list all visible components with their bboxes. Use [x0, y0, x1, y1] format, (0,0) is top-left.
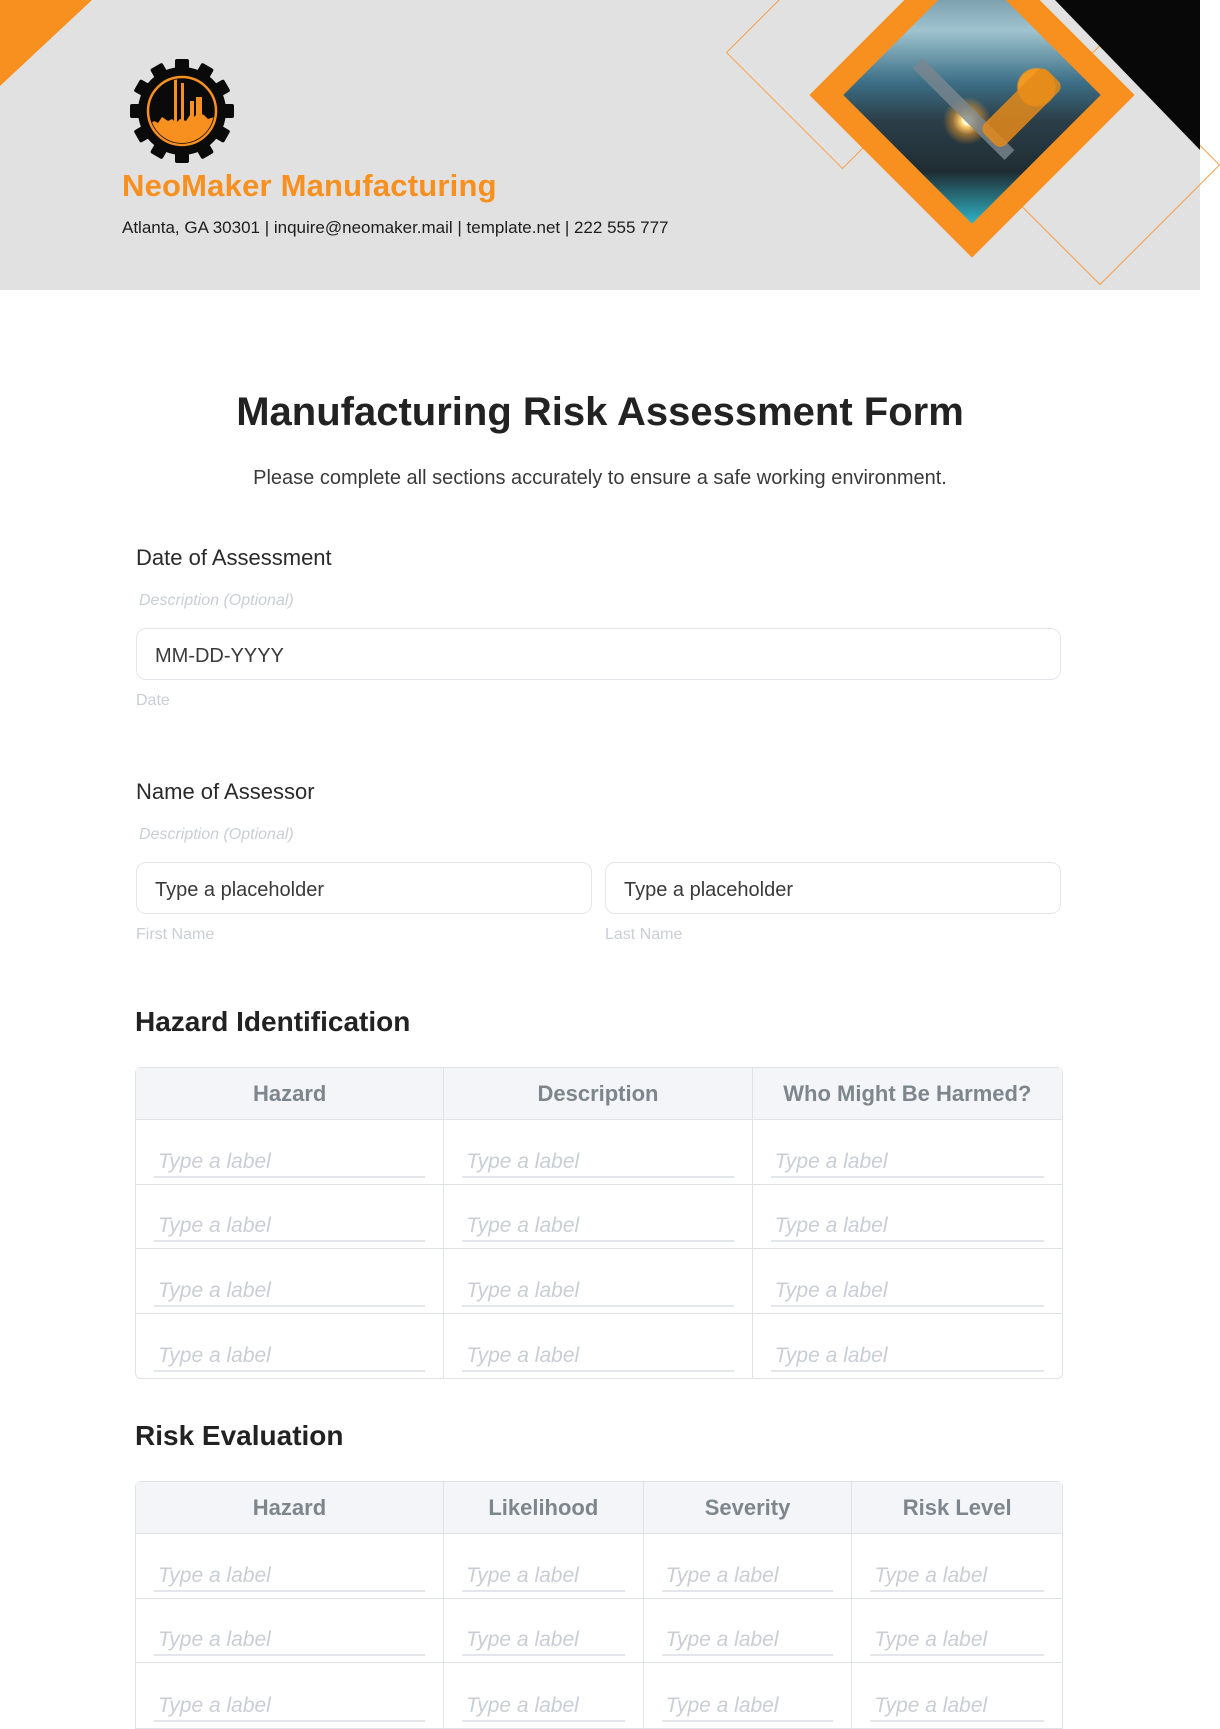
- table-cell: [644, 1534, 853, 1599]
- cell-input[interactable]: Type a label: [771, 1344, 1044, 1372]
- table-cell: [753, 1120, 1062, 1185]
- cell-input[interactable]: Type a label: [154, 1279, 425, 1307]
- cell-input[interactable]: Type a label: [462, 1279, 733, 1307]
- letterhead-banner: [0, 0, 1200, 290]
- table-cell: [852, 1534, 1062, 1599]
- column-header-likelihood: Likelihood: [444, 1482, 644, 1534]
- table-cell: [753, 1185, 1062, 1250]
- date-input-value: MM-DD-YYYY: [155, 645, 284, 667]
- risk-evaluation-table: [135, 1481, 1063, 1729]
- table-cell: [852, 1663, 1062, 1728]
- cell-input[interactable]: Type a label: [154, 1214, 425, 1242]
- risk-evaluation-title: Risk Evaluation: [135, 1420, 344, 1451]
- table-cell: [644, 1599, 853, 1664]
- cell-input[interactable]: Type a label: [154, 1564, 425, 1592]
- column-header-risk-level: Risk Level: [852, 1482, 1062, 1534]
- cell-input[interactable]: Type a label: [154, 1344, 425, 1372]
- date-field-label: Date of Assessment: [136, 545, 332, 570]
- cell-input[interactable]: Type a label: [771, 1214, 1044, 1242]
- table-cell: [136, 1120, 444, 1185]
- table-row: [136, 1249, 1062, 1314]
- orange-corner-triangle: [0, 0, 92, 86]
- date-input[interactable]: [136, 628, 1061, 680]
- column-header-severity: Severity: [644, 1482, 853, 1534]
- cell-input[interactable]: Type a label: [462, 1628, 625, 1656]
- last-name-placeholder: Type a placeholder: [624, 879, 794, 901]
- table-cell: [136, 1534, 444, 1599]
- table-header-row: [136, 1068, 1062, 1120]
- column-header-hazard: Hazard: [136, 1482, 444, 1534]
- cell-input[interactable]: Type a label: [462, 1694, 625, 1722]
- column-header-description: Description: [444, 1068, 752, 1120]
- company-contact-info: Atlanta, GA 30301 | inquire@neomaker.mail | template.net | 222 555 777: [122, 218, 669, 237]
- table-cell: [136, 1314, 444, 1379]
- table-cell: [444, 1185, 752, 1250]
- cell-input[interactable]: Type a label: [154, 1628, 425, 1656]
- table-cell: [136, 1249, 444, 1314]
- cell-input[interactable]: Type a label: [662, 1628, 834, 1656]
- form-subtitle: Please complete all sections accurately to ensure a safe working environment.: [253, 467, 947, 489]
- gear-factory-logo-icon: [128, 57, 236, 165]
- table-row: [136, 1663, 1062, 1728]
- table-row: [136, 1185, 1062, 1250]
- table-row: [136, 1314, 1062, 1379]
- table-cell: [753, 1249, 1062, 1314]
- cell-input[interactable]: Type a label: [462, 1150, 733, 1178]
- table-cell: [136, 1185, 444, 1250]
- table-cell: [753, 1314, 1062, 1379]
- first-name-input[interactable]: [136, 862, 592, 914]
- table-cell: [136, 1663, 444, 1728]
- table-row: [136, 1120, 1062, 1185]
- hazard-identification-title: Hazard Identification: [135, 1006, 411, 1037]
- cell-input[interactable]: Type a label: [462, 1214, 733, 1242]
- table-cell: [136, 1599, 444, 1664]
- hazard-identification-table: [135, 1067, 1063, 1379]
- assessor-field-label: Name of Assessor: [136, 779, 315, 804]
- date-sub-label: Date: [136, 692, 170, 709]
- cell-input[interactable]: Type a label: [870, 1628, 1044, 1656]
- last-name-input[interactable]: [605, 862, 1061, 914]
- assessor-field-description: Description (Optional): [139, 826, 294, 843]
- cell-input[interactable]: Type a label: [662, 1694, 834, 1722]
- cell-input[interactable]: Type a label: [462, 1344, 733, 1372]
- table-cell: [444, 1314, 752, 1379]
- cell-input[interactable]: Type a label: [154, 1150, 425, 1178]
- table-cell: [444, 1663, 644, 1728]
- column-header-who-might-be-harmed: Who Might Be Harmed?: [753, 1068, 1062, 1120]
- table-cell: [644, 1663, 853, 1728]
- first-name-sub-label: First Name: [136, 926, 215, 943]
- form-title: Manufacturing Risk Assessment Form: [236, 390, 964, 434]
- table-header-row: [136, 1482, 1062, 1534]
- table-cell: [444, 1120, 752, 1185]
- cell-input[interactable]: Type a label: [462, 1564, 625, 1592]
- table-row: [136, 1599, 1062, 1664]
- last-name-sub-label: Last Name: [605, 926, 683, 943]
- table-cell: [852, 1599, 1062, 1664]
- cell-input[interactable]: Type a label: [771, 1279, 1044, 1307]
- first-name-placeholder: Type a placeholder: [155, 879, 325, 901]
- cell-input[interactable]: Type a label: [771, 1150, 1044, 1178]
- cell-input[interactable]: Type a label: [870, 1564, 1044, 1592]
- table-row: [136, 1534, 1062, 1599]
- table-cell: [444, 1249, 752, 1314]
- cell-input[interactable]: Type a label: [870, 1694, 1044, 1722]
- table-cell: [444, 1534, 644, 1599]
- cell-input[interactable]: Type a label: [662, 1564, 834, 1592]
- column-header-hazard: Hazard: [136, 1068, 444, 1120]
- date-field-description: Description (Optional): [139, 592, 294, 609]
- company-name: NeoMaker Manufacturing: [122, 168, 497, 203]
- cell-input[interactable]: Type a label: [154, 1694, 425, 1722]
- table-cell: [444, 1599, 644, 1664]
